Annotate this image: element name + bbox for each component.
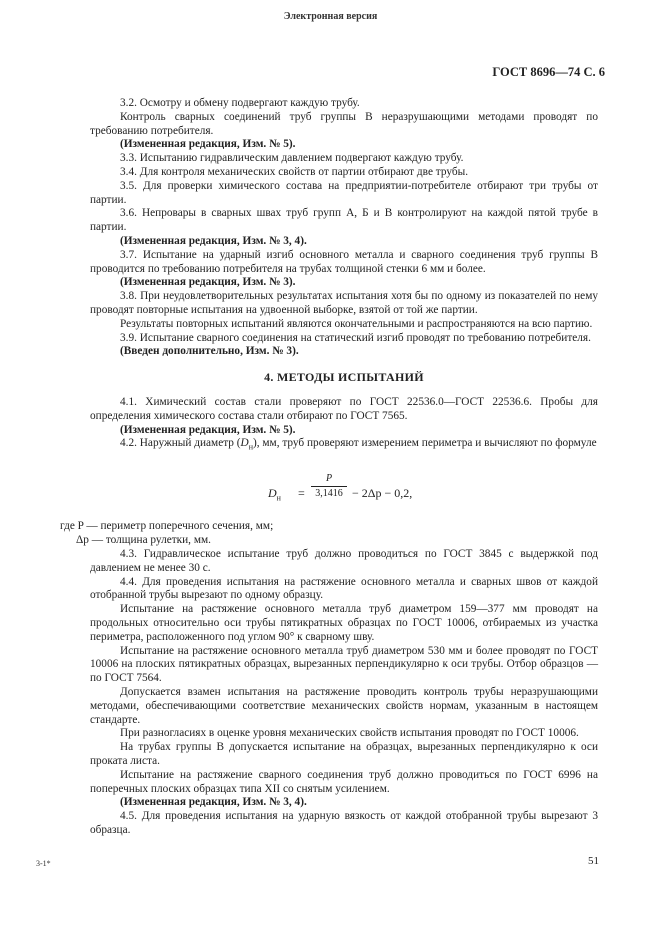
paragraph: На трубах группы В допускается испытание на образцах, вырезанных перпендикулярно к оси проката листа.: [90, 741, 598, 767]
p42-subscript: н: [248, 442, 253, 452]
formula-denominator: 3,1416: [315, 488, 343, 500]
paragraph-4-1: 4.1. Химический состав стали проверяют по ГОСТ 22536.0—ГОСТ 22536.6. Пробы для определения химического состава стали отбирают по ГОСТ 7565.: [90, 395, 598, 422]
paragraph: 3.6. Непровары в сварных швах труб групп А, Б и В контролируют на каждой пятой трубе в партии.: [90, 207, 598, 234]
formula-rest: − 2Δp − 0,2,: [352, 486, 413, 501]
paragraph: Испытание на растяжение основного металла труб диаметром 159—377 мм проводят на продольных относительно оси трубы пятикратных образцах по ГОСТ 10006, отбираемых из участка периметра, расположенного под углом 90° к сварному шву.: [90, 603, 598, 643]
paragraph: 4.3. Гидравлическое испытание труб должно проводиться по ГОСТ 3845 с выдержкой под давлением не менее 30 с.: [90, 547, 598, 574]
document-body: [60, 97, 598, 838]
diameter-formula: [90, 468, 598, 514]
section-4-paragraphs: [90, 548, 598, 838]
paragraph: 3.7. Испытание на ударный изгиб основного металла и сварного соединения труб группы В проводится по требованию потребителя на трубах толщиной стенки 6 мм и более.: [90, 248, 598, 275]
paragraph: Испытание на растяжение основного металла труб диаметром 530 мм и более проводят по ГОСТ 10006 на плоских пятикратных образцах, вырезанных перпендикулярно к оси трубы. Отбор образцов — по ГОСТ 7564.: [90, 644, 598, 685]
formula-fraction: [311, 472, 347, 500]
paragraph: Контроль сварных соединений труб группы В неразрушающими методами проводят по требованию потребителя.: [90, 110, 598, 137]
paragraph: Допускается взамен испытания на растяжение проводить контроль трубы неразрушающими методами, обеспечивающими соответствие механических свойств нормам, указанным в настоящем стандарте.: [90, 685, 598, 726]
footer-mark: 3-1*: [36, 859, 51, 868]
paragraph: 3.2. Осмотру и обмену подвергают каждую трубу.: [120, 97, 360, 109]
paragraph: 4.5. Для проведения испытания на ударную вязкость от каждой отобранной трубы вырезают 3 образца.: [90, 810, 598, 836]
paragraph: 3.9. Испытание сварного соединения на статический изгиб проводят по требованию потребителя.: [120, 331, 591, 344]
edit-note: (Измененная редакция, Изм. № 3).: [120, 276, 296, 289]
edit-note: (Измененная редакция, Изм. № 3, 4).: [120, 234, 307, 247]
edit-note: (Введен дополнительно, Изм. № 3).: [120, 345, 299, 358]
standard-reference: ГОСТ 8696—74 С. 6: [492, 65, 605, 79]
section-3-paragraphs: [90, 97, 598, 359]
paragraph: 3.8. При неудовлетворительных результатах испытания хотя бы по одному из показателей по нему проводят повторные испытания на удвоенной выборке, взятой от той же партии.: [90, 290, 598, 316]
paragraph: Результаты повторных испытаний являются окончательными и распространяются на всю партию.: [120, 317, 593, 330]
electronic-version-label: Электронная версия: [283, 11, 378, 22]
edit-note: (Измененная редакция, Изм. № 5).: [120, 138, 296, 151]
paragraph: При разногласиях в оценке уровня механических свойств испытания проводят по ГОСТ 10006.: [120, 727, 579, 740]
formula-equals: =: [298, 486, 305, 501]
paragraph: 3.4. Для контроля механических свойств от партии отбирают две трубы.: [120, 165, 469, 178]
edit-note: (Измененная редакция, Изм. № 3, 4).: [120, 796, 307, 809]
formula-numerator: P: [311, 472, 347, 487]
paragraph: 3.5. Для проверки химического состава на предприятии-потребителе отбирают три трубы от партии.: [90, 179, 598, 206]
edit-note: (Измененная редакция, Изм. № 5).: [120, 423, 296, 436]
where-line-2: Δp — толщина рулетки, мм.: [76, 534, 211, 547]
formula-lhs: $D_н$: [268, 486, 281, 503]
section-title: 4. МЕТОДЫ ИСПЫТАНИЙ: [264, 370, 424, 385]
paragraph-4-2: [90, 437, 598, 454]
page-number: 51: [588, 855, 599, 867]
p42-symbol: D: [240, 437, 249, 450]
paragraph: 4.4. Для проведения испытания на растяжение основного металла и сварных швов от каждой отобранной трубы вырезают по одному образцу.: [90, 575, 598, 602]
p42-after: ), мм, труб проверяют измерением периметра и вычисляют по формуле: [253, 437, 597, 450]
p42-before: 4.2. Наружный диаметр (: [120, 437, 241, 450]
where-line-1: где P — периметр поперечного сечения, мм;: [60, 520, 274, 533]
paragraph: Испытание на растяжение сварного соединения труб должно проводиться по ГОСТ 6996 на поперечных плоских образцах типа XII со снятым усилением.: [90, 768, 598, 795]
paragraph: 3.3. Испытанию гидравлическим давлением подвергают каждую трубу.: [120, 152, 464, 165]
